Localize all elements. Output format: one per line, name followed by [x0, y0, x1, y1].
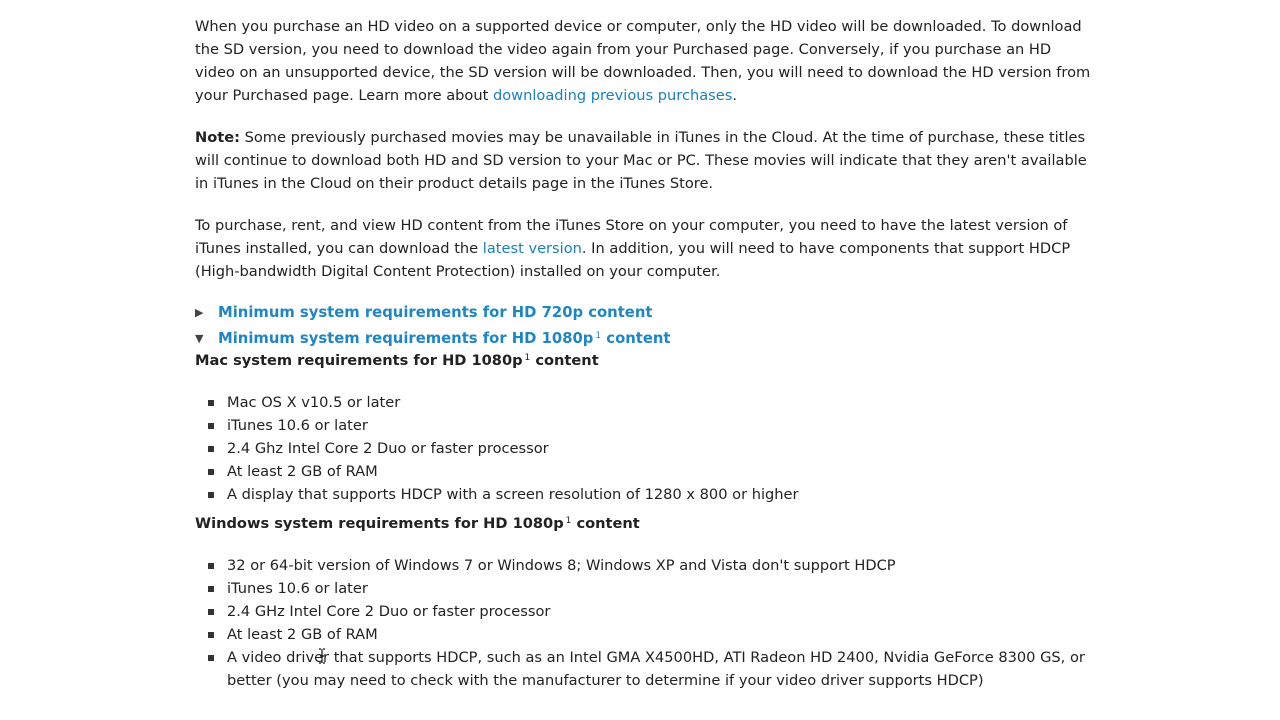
disclosure-label-suffix[interactable]: content [601, 330, 671, 347]
footnote-marker: 1 [565, 516, 572, 526]
disclosure-label[interactable]: Minimum system requirements for HD 1080p [218, 330, 594, 347]
heading-suffix: content [571, 515, 640, 532]
bullet-icon [208, 609, 214, 615]
latest-version-link[interactable]: latest version [482, 240, 582, 257]
bullet-icon [208, 632, 214, 638]
disclosure-expanded-icon: ▼ [195, 332, 204, 345]
mac-requirements-list [195, 391, 1095, 506]
list-item-text: At least 2 GB of RAM [227, 463, 378, 480]
footnote-marker: 1 [524, 353, 531, 363]
paragraph-hd-download [195, 15, 1095, 107]
list-item-text: A video driver that supports HDCP, such as an Intel GMA X4500HD, ATI Radeon HD 2400, Nvidia GeForce 8300 GS, or better (you may need to check with the manufacturer to determine if your video driver supports HDCP) [227, 649, 1085, 689]
list-item [195, 646, 1095, 692]
list-item-text: 2.4 GHz Intel Core 2 Duo or faster processor [227, 603, 551, 620]
list-item [195, 600, 1095, 623]
list-item-text: 2.4 Ghz Intel Core 2 Duo or faster processor [227, 440, 549, 457]
bullet-icon [208, 446, 214, 452]
disclosure-720p[interactable] [195, 298, 1095, 327]
list-item [195, 391, 1095, 414]
list-item-text: 32 or 64-bit version of Windows 7 or Windows 8; Windows XP and Vista don't support HDCP [227, 557, 896, 574]
list-item-text: A display that supports HDCP with a screen resolution of 1280 x 800 or higher [227, 486, 799, 503]
disclosure-1080p[interactable] [195, 327, 1095, 351]
windows-requirements-list [195, 554, 1095, 692]
list-item [195, 577, 1095, 600]
paragraph-end: . [732, 87, 738, 104]
article-content [195, 15, 1095, 700]
heading-text: Mac system requirements for HD 1080p [195, 352, 523, 369]
bullet-icon [208, 400, 214, 406]
note-label: Note: [195, 129, 240, 146]
list-item-text: iTunes 10.6 or later [227, 417, 368, 434]
bullet-icon [208, 586, 214, 592]
paragraph-text: When you purchase an HD video on a supported device or computer, only the HD video will be downloaded. To download the SD version, you need to download the video again from your Purchased page. Conversely, if you purchase an HD video on an unsupported device, the SD version will be downloaded. Then, you will need to download the HD version from your Purchased page. Learn more about [195, 18, 1091, 104]
list-item [195, 483, 1095, 506]
paragraph-note [195, 126, 1095, 195]
heading-suffix: content [530, 352, 599, 369]
bullet-icon [208, 655, 214, 661]
bullet-icon [208, 423, 214, 429]
list-item [195, 437, 1095, 460]
note-text: Some previously purchased movies may be unavailable in iTunes in the Cloud. At the time of purchase, these titles will continue to download both HD and SD version to your Mac or PC. These movies will indicate that they aren't available in iTunes in the Cloud on their product details page in the iTunes Store. [195, 129, 1087, 192]
heading-text: Windows system requirements for HD 1080p [195, 515, 564, 532]
paragraph-purchase-hd [195, 214, 1095, 283]
list-item-text: iTunes 10.6 or later [227, 580, 368, 597]
list-item [195, 414, 1095, 437]
disclosure-collapsed-icon: ▶ [195, 306, 204, 319]
list-item [195, 460, 1095, 483]
paragraph-text: To purchase, rent, and view HD content from the iTunes Store on your computer, you need to have the latest version of iTunes installed, you can download the [195, 217, 1068, 257]
list-item-text: Mac OS X v10.5 or later [227, 394, 401, 411]
list-item-text: At least 2 GB of RAM [227, 626, 378, 643]
bullet-icon [208, 563, 214, 569]
downloading-previous-purchases-link[interactable]: downloading previous purchases [492, 87, 733, 104]
paragraph-text-after: . In addition, you will need to have components that support HDCP (High-bandwidth Digital Content Protection) installed on your computer. [195, 240, 1071, 280]
disclosure-label[interactable]: Minimum system requirements for HD 720p content [218, 304, 653, 321]
text-cursor-icon [318, 648, 326, 664]
list-item [195, 623, 1095, 646]
list-item [195, 554, 1095, 577]
windows-requirements-heading [195, 512, 1095, 535]
bullet-icon [208, 492, 214, 498]
footnote-marker: 1 [595, 331, 602, 341]
bullet-icon [208, 469, 214, 475]
mac-requirements-heading [195, 349, 1095, 372]
